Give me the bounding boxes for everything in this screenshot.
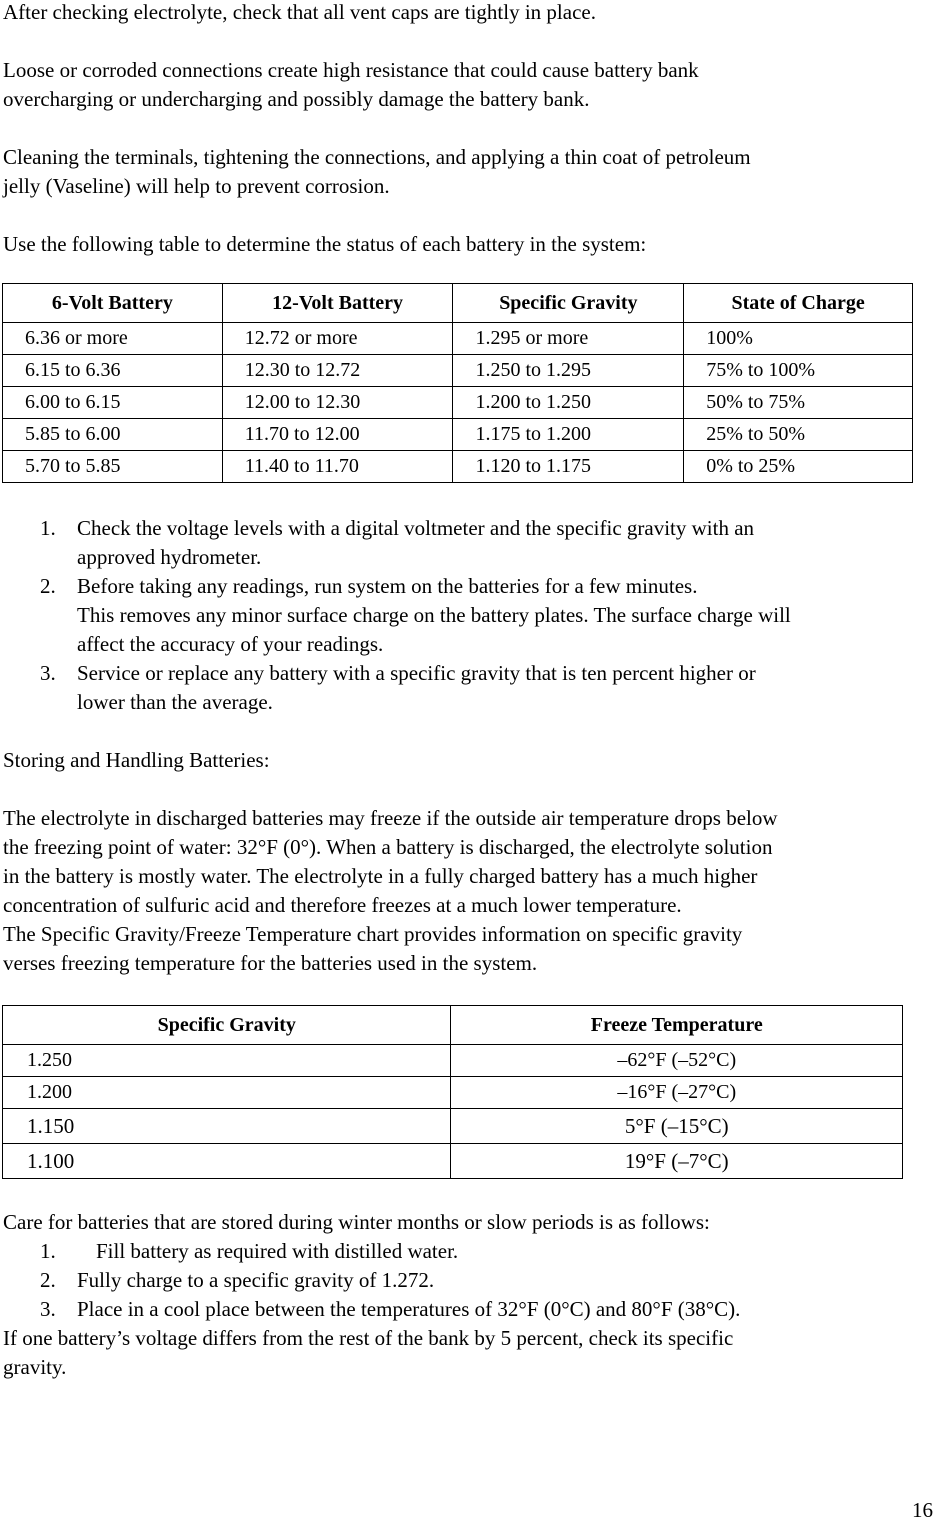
care-intro: Care for batteries that are stored during winter months or slow periods is as follows:	[3, 1210, 710, 1234]
list-item-line: Service or replace any battery with a specific gravity that is ten percent higher or	[77, 661, 756, 685]
table-cell: 25% to 50%	[684, 419, 913, 451]
table-cell: 50% to 75%	[684, 387, 913, 419]
list-item-line: affect the accuracy of your readings.	[77, 632, 384, 656]
list-item-line: lower than the average.	[77, 690, 273, 714]
storing-line: in the battery is mostly water. The electrolyte in a fully charged battery has a much higher	[3, 864, 758, 888]
closing-line: gravity.	[3, 1355, 67, 1379]
table-header-row	[3, 284, 913, 323]
table-cell: –62°F (–52°C)	[451, 1045, 903, 1077]
table-cell: 5.85 to 6.00	[3, 419, 223, 451]
table-cell: 1.200	[3, 1077, 451, 1109]
table-cell: –16°F (–27°C)	[451, 1077, 903, 1109]
list-number: 2.	[40, 1268, 56, 1292]
table-cell: 100%	[684, 323, 913, 355]
list-item-line: This removes any minor surface charge on the battery plates. The surface charge will	[77, 603, 791, 627]
table-row	[3, 387, 913, 419]
table-header-row	[3, 1006, 903, 1045]
column-header: 6-Volt Battery	[3, 284, 223, 323]
table-row	[3, 355, 913, 387]
table-row	[3, 1144, 903, 1179]
table-row	[3, 323, 913, 355]
table-cell: 1.250	[3, 1045, 451, 1077]
table-cell: 1.175 to 1.200	[453, 419, 684, 451]
table-cell: 12.30 to 12.72	[222, 355, 453, 387]
table-cell: 6.36 or more	[3, 323, 223, 355]
table-row	[3, 1109, 903, 1144]
table-cell: 1.120 to 1.175	[453, 451, 684, 483]
list-item-line: Check the voltage levels with a digital voltmeter and the specific gravity with an	[77, 516, 755, 540]
table-cell: 12.00 to 12.30	[222, 387, 453, 419]
cleaning-line: jelly (Vaseline) will help to prevent corrosion.	[3, 174, 390, 198]
table-cell: 5°F (–15°C)	[451, 1109, 903, 1144]
table-row	[3, 419, 913, 451]
list-number: 1.	[40, 1239, 56, 1263]
care-section	[3, 1208, 933, 1382]
list-item	[3, 1295, 933, 1324]
closing-line: If one battery’s voltage differs from the rest of the bank by 5 percent, check its specific	[3, 1326, 734, 1350]
column-header: State of Charge	[684, 284, 913, 323]
table-cell: 1.200 to 1.250	[453, 387, 684, 419]
care-steps-list	[3, 1237, 933, 1324]
use-table-paragraph: Use the following table to determine the status of each battery in the system:	[3, 232, 647, 256]
column-header: Specific Gravity	[3, 1006, 451, 1045]
storing-line: concentration of sulfuric acid and therefore freezes at a much lower temperature.	[3, 893, 682, 917]
table-cell: 0% to 25%	[684, 451, 913, 483]
table-row	[3, 451, 913, 483]
check-steps-list	[3, 514, 941, 717]
loose-connections-line: overcharging or undercharging and possibly damage the battery bank.	[3, 87, 590, 111]
table-row	[3, 1077, 903, 1109]
list-item-line: Place in a cool place between the temperatures of 32°F (0°C) and 80°F (38°C).	[77, 1297, 741, 1321]
cleaning-line: Cleaning the terminals, tightening the connections, and applying a thin coat of petroleum	[3, 145, 751, 169]
table-cell: 6.00 to 6.15	[3, 387, 223, 419]
list-item	[3, 572, 941, 659]
loose-connections-line: Loose or corroded connections create high resistance that could cause battery bank	[3, 58, 699, 82]
column-header: Specific Gravity	[453, 284, 684, 323]
storing-line: The Specific Gravity/Freeze Temperature chart provides information on specific gravity	[3, 922, 743, 946]
column-header: Freeze Temperature	[451, 1006, 903, 1045]
table-cell: 1.100	[3, 1144, 451, 1179]
storing-line: The electrolyte in discharged batteries may freeze if the outside air temperature drops below	[3, 806, 778, 830]
column-header: 12-Volt Battery	[222, 284, 453, 323]
list-item-line: Fill battery as required with distilled water.	[96, 1239, 459, 1263]
table-cell: 1.295 or more	[453, 323, 684, 355]
list-item-line: approved hydrometer.	[77, 545, 262, 569]
table-cell: 19°F (–7°C)	[451, 1144, 903, 1179]
list-item	[3, 1266, 933, 1295]
table-cell: 5.70 to 5.85	[3, 451, 223, 483]
list-number: 2.	[40, 574, 56, 598]
check-steps-section	[3, 514, 941, 978]
table-cell: 6.15 to 6.36	[3, 355, 223, 387]
list-item-line: Before taking any readings, run system on the batteries for a few minutes.	[77, 574, 698, 598]
freeze-temperature-table	[2, 1005, 903, 1179]
storing-line: verses freezing temperature for the batteries used in the system.	[3, 951, 538, 975]
list-number: 1.	[40, 516, 56, 540]
list-item-line: Fully charge to a specific gravity of 1.272.	[77, 1268, 435, 1292]
list-item	[3, 659, 941, 717]
table-cell: 1.150	[3, 1109, 451, 1144]
page-number: 16	[912, 1498, 933, 1522]
list-item	[3, 514, 941, 572]
vent-caps-paragraph: After checking electrolyte, check that all vent caps are tightly in place.	[3, 0, 596, 24]
list-number: 3.	[40, 661, 56, 685]
list-number: 3.	[40, 1297, 56, 1321]
table-cell: 11.70 to 12.00	[222, 419, 453, 451]
table-cell: 12.72 or more	[222, 323, 453, 355]
intro-section	[3, 0, 933, 259]
table-row	[3, 1045, 903, 1077]
table-cell: 11.40 to 11.70	[222, 451, 453, 483]
section-heading: Storing and Handling Batteries:	[3, 748, 270, 772]
storing-line: the freezing point of water: 32°F (0°). When a battery is discharged, the electrolyte solution	[3, 835, 773, 859]
battery-status-table	[2, 283, 913, 483]
table-cell: 1.250 to 1.295	[453, 355, 684, 387]
list-item	[3, 1237, 933, 1266]
table-cell: 75% to 100%	[684, 355, 913, 387]
